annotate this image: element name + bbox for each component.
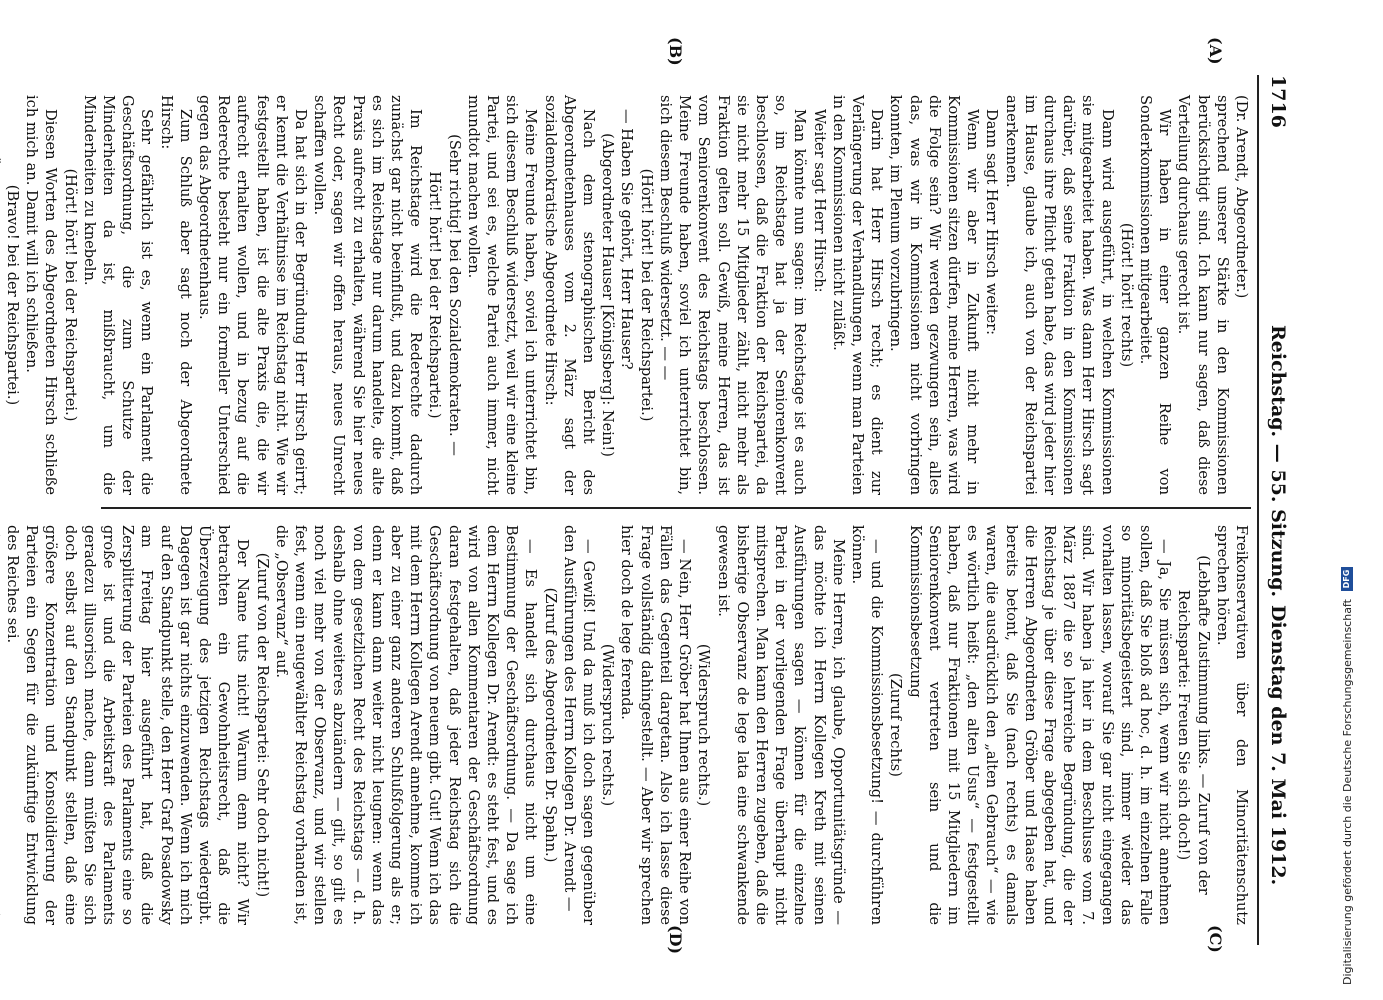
paragraph: Wir haben in einer ganzen Reihe von Sonderkommissionen mitgearbeitet.: [1136, 95, 1174, 495]
paragraph: Darin hat Herr Hirsch recht; es dient zur Verlängerung der Verhandlungen, wenn man Parteien in den Kommissionen nicht zuläßt.: [829, 95, 886, 495]
interjection: (Lebhafte Zustimmung links. — Zuruf von der Reichspartei: Freuen Sie sich doch!): [1175, 555, 1212, 895]
speaker-line: (Dr. Arendt, Abgeordneter.): [1233, 95, 1250, 299]
interjection: [0, 525, 3, 925]
left-column: [4, 95, 1251, 495]
quotation: Sehr gefährlich ist es, wenn ein Parlament die Geschäftsordnung, die zum Schutze der Minderheiten da ist, mißbraucht, um die Minderheiten zu knebeln.: [80, 95, 156, 495]
rotated-document-page: [4, 37, 1295, 955]
paragraph: Freikonservativen über den Minoritätenschutz sprechen hören.: [1213, 525, 1250, 925]
interjection: (Zuruf rechts): [887, 673, 905, 777]
quotation: Im Reichstage wird die Rederechte dadurch zunächst gar nicht beeinflußt, und dazu kommt, daß es sich im Reichstage nur darum handelte, die alte Praxis aufrecht zu erhalten, während Sie hier neues Recht oder, sagen wir offen heraus, neues Unrecht schaffen wollen.: [311, 95, 425, 495]
interjection: (Sehr richtig! bei den Sozialdemokraten. —: [445, 134, 463, 456]
interjection: (Zuruf des Abgeordneten Dr. Spahn.): [541, 587, 559, 863]
page-header: [1257, 75, 1295, 945]
interjection: (Hört! hört! bei der Reichspartei.): [61, 168, 79, 422]
quotation: Man könnte nun sagen: im Reichstage ist es auch so, im Reichstage hat ja der Seniorenkonvent beschlossen, daß die Fraktion der Reichspartei, da sie nicht mehr 15 Mitglieder zählt, nicht mehr als Fraktion gelten soll. Gewiß, meine Herren, das ist vom Seniorenkonvent des Reichstags beschlossen. Meine Freunde haben, soviel ich unterrichtet bin, sich diesem Beschluß widersetzt. — —: [656, 95, 809, 495]
header-title: Reichstag. — 55. Sitzung.: [1267, 325, 1289, 598]
header-date: Dienstag den 7. Mai 1912.: [1267, 605, 1289, 886]
interjection: (Hört! hört! bei der Reichspartei.): [637, 168, 655, 422]
page-number: 1716: [1267, 75, 1289, 128]
dfg-logo: DFG: [1341, 567, 1353, 591]
margin-marker-d: (D): [666, 925, 685, 955]
right-column: [4, 525, 1251, 925]
interjection: Hört! hört! bei der Reichspartei.): [426, 171, 444, 419]
speaker-paragraph: [0, 95, 3, 495]
interjection: (Widerspruch rechts.): [695, 643, 713, 807]
paragraph: Diesen Worten des Abgeordneten Hirsch schließe ich mich an. Damit will ich schließen.: [23, 95, 60, 495]
paragraph: Der Name tuts nicht! Warum denn nicht? Wir betrachten ein Gewohnheitsrecht, daß die Überzeugung des jetzigen Reichstags wiedergibt. Dagegen ist gar nichts einzuwenden. Wenn ich mich auf den Standpunkt stelle, den Herr Graf Posadowsky am Freitag hier ausgeführt hat, daß die Zersplitterung der Parteien des Parlaments eine so große ist und die Arbeitskraft des Parlaments geradezu illusorisch mache, dann müßten Sie sich doch selbst auf den Standpunkt stellen, daß eine größere Konzentration und Konsolidierung der Parteien ein Segen für die zukünftige Entwicklung des Reiches sei.: [4, 525, 252, 925]
paragraph: Zum Schluß aber sagt noch der Abgeordnete Hirsch:: [157, 95, 194, 495]
quotation: Meine Freunde haben, soviel ich unterrichtet bin, sich diesem Beschluß widersetzt, weil wir eine kleine Partei, und sei es, welche Partei auch immer, nicht mundtot machen wollen.: [464, 95, 540, 495]
paragraph: — Nein, Herr Gröber hat Ihnen aus einer Reihe von Fällen das Gegenteil dargetan. Also ich lasse diese Frage vollständig dahingestellt. — Aber wir sprechen hier doch de lege ferenda.: [618, 525, 694, 925]
interjection: (Widerspruch rechts.): [599, 643, 617, 807]
interjection: (Zuruf von der Reichspartei: Sehr doch nicht!): [253, 552, 271, 898]
paragraph: — Es handelt sich durchaus nicht um eine Bestimmung der Geschäftsordnung. — Da sage ich dem Herrn Kollegen Dr. Arendt: es steht fest, und es wird von allen Kommentaren der Geschäftsordnung daran festgehalten, daß jeder Reichstag sich die Geschäftsordnung von neuem gibt. Gut! Wenn ich das mit dem Herrn Kollegen Arendt annehme, komme ich aber zu einer ganz anderen Schlußfolgerung als er; denn er kann dann weiter nicht leugnen: wenn das von dem gesetzlichen Recht des Reichstags — d. h. deshalb ohne weiteres abzuändern — gilt, so gilt es noch viel mehr von der Observanz, und wir stellen fest, wenn ein neugewählter Reichstag vorhanden ist, die „Observanz“ auf.: [272, 525, 540, 925]
margin-marker-a: (A): [1206, 37, 1225, 65]
paragraph: — Ja, Sie müssen sich, wenn wir nicht annehmen sollen, daß Sie bloß ad hoc, d. h. im einzelnen Falle so minoritätsbegeistert sind, immer wieder das vorhalten lassen, worauf Sie gar nicht eingegangen sind. Wir haben ja hier in dem Beschlusse vom 7. März 1887 die so lehrreiche Begründung, die der Reichstag je über diese Frage abgegeben hat, und die Herren Abgeordneten Gröber und Haase haben bereits betont, daß Sie (nach rechts) es damals waren, die ausdrücklich den „alten Gebrauch“ — wie es wörtlich heißt: „den alten Usus“ — festgestellt haben, daß nur Fraktionen mit 15 Mitgliedern im Seniorenkonvent vertreten sein und die Kommissionsbesetzung: [906, 525, 1174, 925]
paragraph: sprechend unserer Stärke in den Kommissionen berücksichtigt sind. Ich kann nur sagen, daß diese Verteilung durchaus gerecht ist.: [1175, 95, 1231, 495]
digitization-credit: [1338, 5, 1356, 985]
paragraph: — Gewiß! Und da muß ich doch sagen gegenüber den Ausführungen des Herrn Kollegen Dr. Arendt —: [560, 525, 598, 925]
interjection: (Hört! hört! rechts): [1117, 222, 1135, 368]
credit-text: Digitalisierung gefördert durch die Deutsche Forschungsgemeinschaft: [1340, 599, 1354, 985]
paragraph: Nach dem stenographischen Bericht des Abgeordnetenhauses vom 2. März sagt der sozialdemokratische Abgeordnete Hirsch:: [541, 95, 598, 495]
interjection: (Abgeordneter Hauser [Königsberg]: Nein!): [599, 133, 617, 457]
margin-marker-b: (B): [666, 37, 685, 66]
paragraph: — Haben Sie gehört, Herr Hauser?: [618, 109, 636, 370]
paragraph: Weiter sagt Herr Hirsch:: [810, 109, 828, 293]
column-divider: [101, 507, 1251, 509]
margin-marker-c: (C): [1206, 925, 1225, 953]
interjection: (Bravo! bei der Reichspartei.): [4, 184, 21, 406]
paragraph: — und die Kommissionsbesetzung! — durchführen können.: [848, 525, 886, 925]
paragraph: Dann sagt Herr Hirsch weiter:: [983, 109, 1001, 336]
paragraph: Dann wird ausgeführt, in welchen Kommissionen sie mitgearbeitet haben. Was dann Herr Hirsch sagt darüber, daß seine Fraktion in den Kommissionen durchaus ihre Pflicht getan habe, das wird jeder hier im Hause, glaube ich, auch von der Reichspartei anerkennen.: [1002, 95, 1116, 495]
paragraph: Da hat sich in der Begründung Herr Hirsch geirrt; er kennt die Verhältnisse im Reichstag nicht. Wie wir festgestellt haben, ist die alte Praxis die, die wir aufrecht erhalten wollen, und in bezug auf die Rederechte besteht nur ein formeller Unterschied gegen das Abgeordnetenhaus.: [196, 95, 310, 495]
paragraph: Meine Herren, ich glaube, Opportunitätsgründe — das möchte ich Herrn Kollegen Kreth mit seinen Ausführungen sagen — können für die einzelne Partei in der vorliegenden Frage überhaupt nicht mitsprechen. Man kann den Herren zugeben, daß die bisherige Observanz de lege lata eine schwankende gewesen ist.: [714, 525, 847, 925]
quotation: Wenn wir aber in Zukunft nicht mehr in Kommissionen sitzen dürfen, meine Herren, was wird die Folge sein? Wir werden gezwungen sein, alles das, was wir in Kommissionen nicht vorbringen konnten, im Plenum vorzubringen.: [887, 95, 982, 495]
